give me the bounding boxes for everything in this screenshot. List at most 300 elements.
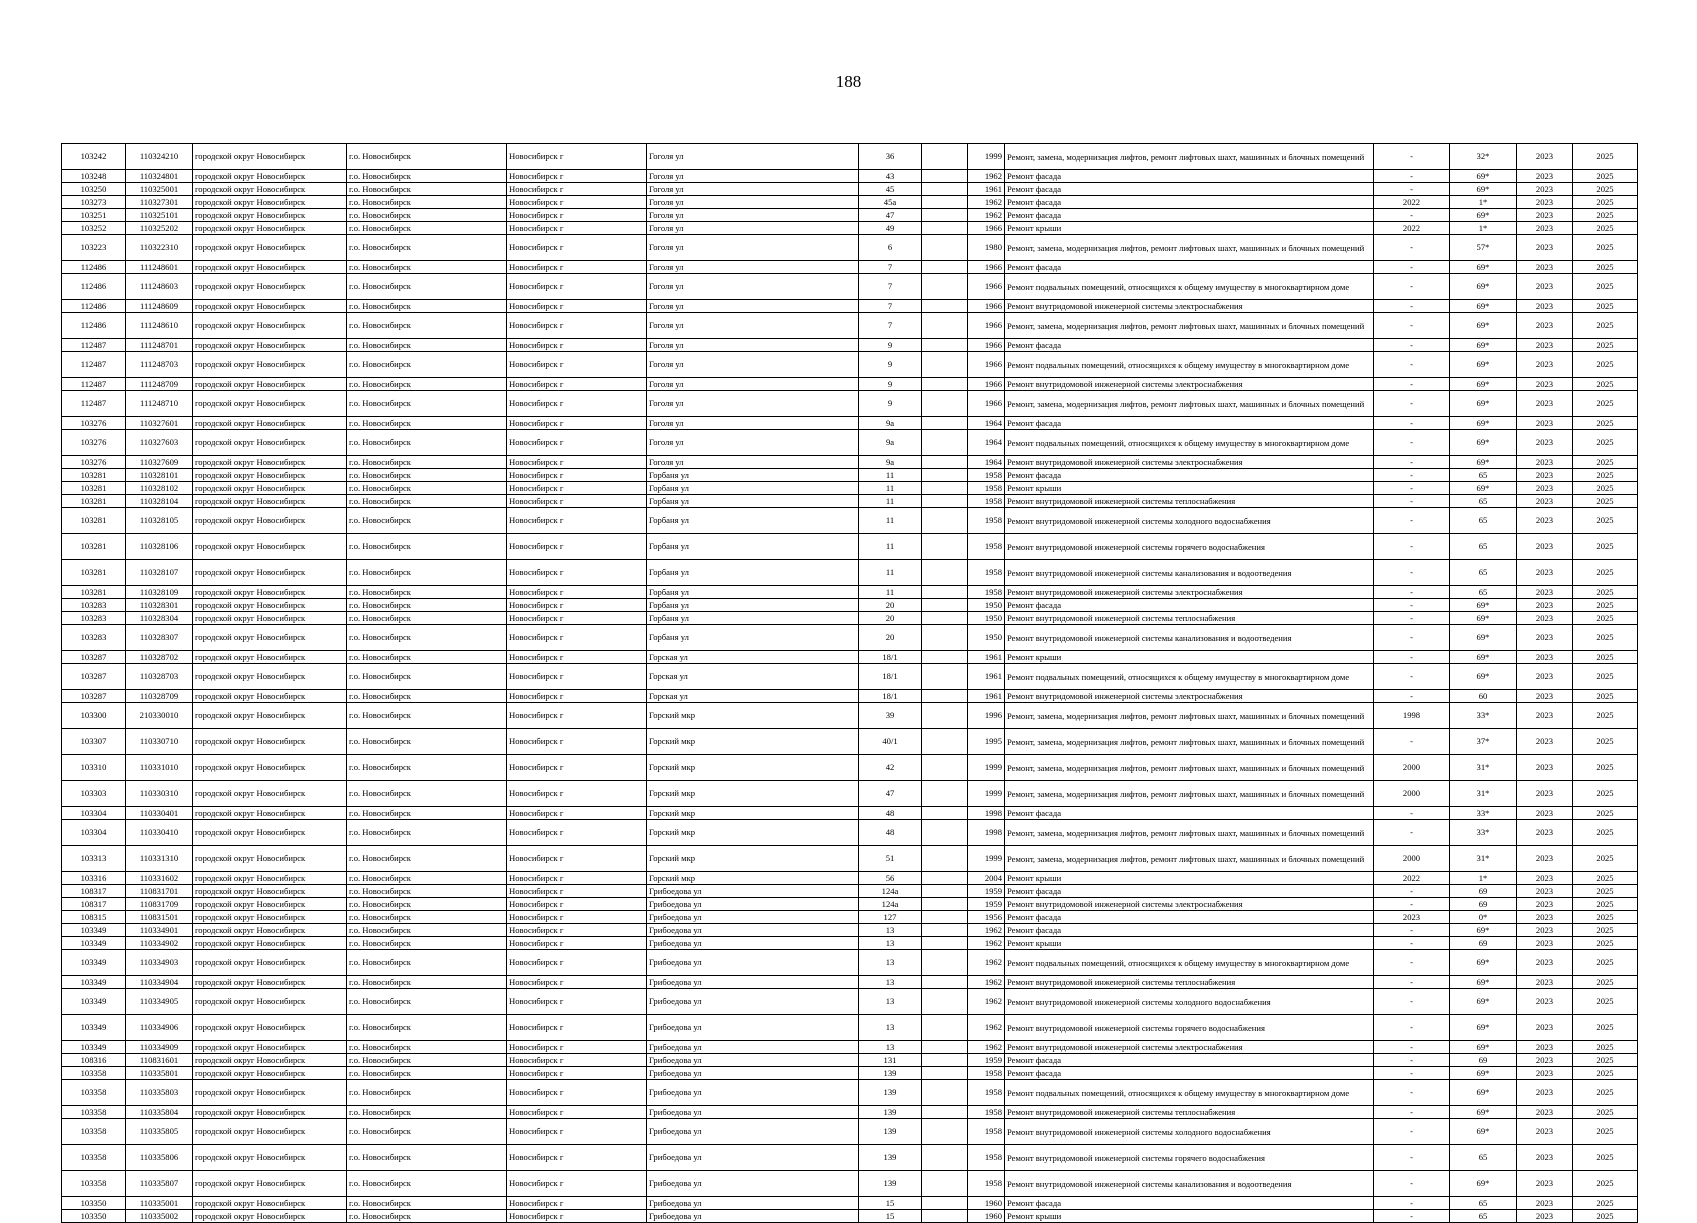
cell-municipality-short: г.о. Новосибирск [347, 456, 507, 469]
cell-year-built: 1962 [968, 976, 1005, 989]
cell-municipality-short: г.о. Новосибирск [347, 820, 507, 846]
cell-house-number: 139 [859, 1080, 922, 1106]
cell-last-repair-year: - [1374, 560, 1450, 586]
cell-year-built: 1966 [968, 300, 1005, 313]
cell-start-year: 2023 [1517, 599, 1573, 612]
cell-municipality: городской округ Новосибирск [193, 664, 347, 690]
cell-end-year: 2025 [1573, 196, 1638, 209]
cell-extra [922, 235, 968, 261]
cell-start-year: 2023 [1517, 469, 1573, 482]
cell-municipality: городской округ Новосибирск [193, 846, 347, 872]
cell-street: Горбаня ул [647, 534, 859, 560]
cell-work-type: Ремонт внутридомовой инженерной системы электроснабжения [1005, 586, 1374, 599]
cell-end-year: 2025 [1573, 885, 1638, 898]
cell-house-number: 45а [859, 196, 922, 209]
cell-house-number: 127 [859, 911, 922, 924]
cell-end-year: 2025 [1573, 664, 1638, 690]
cell-house-number: 11 [859, 586, 922, 599]
cell-work-id: 110331310 [126, 846, 193, 872]
cell-street: Грибоедова ул [647, 1041, 859, 1054]
cell-house-id: 103248 [62, 170, 126, 183]
cell-house-number: 13 [859, 1015, 922, 1041]
cell-city: Новосибирск г [507, 950, 647, 976]
cell-wear: 69* [1450, 599, 1517, 612]
cell-wear: 31* [1450, 846, 1517, 872]
cell-wear: 69 [1450, 937, 1517, 950]
cell-city: Новосибирск г [507, 1171, 647, 1197]
cell-street: Гоголя ул [647, 339, 859, 352]
cell-city: Новосибирск г [507, 391, 647, 417]
table-row [62, 586, 1638, 599]
table-row [62, 430, 1638, 456]
cell-work-id: 210330010 [126, 703, 193, 729]
cell-municipality-short: г.о. Новосибирск [347, 976, 507, 989]
table-row [62, 989, 1638, 1015]
cell-house-number: 139 [859, 1119, 922, 1145]
cell-end-year: 2025 [1573, 495, 1638, 508]
cell-last-repair-year: - [1374, 430, 1450, 456]
cell-municipality-short: г.о. Новосибирск [347, 417, 507, 430]
cell-start-year: 2023 [1517, 313, 1573, 339]
table-row [62, 1210, 1638, 1223]
cell-extra [922, 508, 968, 534]
cell-extra [922, 703, 968, 729]
cell-house-id: 112486 [62, 300, 126, 313]
cell-wear: 69* [1450, 430, 1517, 456]
cell-municipality: городской округ Новосибирск [193, 313, 347, 339]
cell-house-id: 103349 [62, 1041, 126, 1054]
cell-work-id: 110322310 [126, 235, 193, 261]
cell-work-id: 111248709 [126, 378, 193, 391]
cell-municipality: городской округ Новосибирск [193, 1067, 347, 1080]
cell-wear: 69* [1450, 391, 1517, 417]
cell-work-id: 110335002 [126, 1210, 193, 1223]
cell-city: Новосибирск г [507, 612, 647, 625]
cell-work-id: 110327603 [126, 430, 193, 456]
cell-end-year: 2025 [1573, 1041, 1638, 1054]
table-row [62, 1171, 1638, 1197]
cell-last-repair-year: 2000 [1374, 781, 1450, 807]
cell-start-year: 2023 [1517, 976, 1573, 989]
cell-street: Грибоедова ул [647, 885, 859, 898]
cell-house-id: 103287 [62, 664, 126, 690]
cell-year-built: 1950 [968, 612, 1005, 625]
cell-end-year: 2025 [1573, 274, 1638, 300]
cell-last-repair-year: - [1374, 183, 1450, 196]
cell-municipality-short: г.о. Новосибирск [347, 586, 507, 599]
cell-house-id: 103349 [62, 950, 126, 976]
cell-work-type: Ремонт крыши [1005, 937, 1374, 950]
cell-work-id: 110325101 [126, 209, 193, 222]
table-row [62, 664, 1638, 690]
cell-house-id: 108315 [62, 911, 126, 924]
cell-start-year: 2023 [1517, 352, 1573, 378]
cell-municipality-short: г.о. Новосибирск [347, 196, 507, 209]
cell-wear: 69* [1450, 1106, 1517, 1119]
cell-start-year: 2023 [1517, 235, 1573, 261]
cell-house-number: 7 [859, 313, 922, 339]
cell-street: Грибоедова ул [647, 989, 859, 1015]
cell-street: Грибоедова ул [647, 1171, 859, 1197]
cell-last-repair-year: - [1374, 482, 1450, 495]
cell-street: Гоголя ул [647, 274, 859, 300]
cell-work-type: Ремонт фасада [1005, 599, 1374, 612]
cell-city: Новосибирск г [507, 222, 647, 235]
cell-municipality-short: г.о. Новосибирск [347, 352, 507, 378]
cell-wear: 69* [1450, 261, 1517, 274]
cell-year-built: 1961 [968, 690, 1005, 703]
cell-extra [922, 209, 968, 222]
cell-work-type: Ремонт, замена, модернизация лифтов, ремонт лифтовых шахт, машинных и блочных помещений [1005, 144, 1374, 170]
cell-last-repair-year: 2023 [1374, 911, 1450, 924]
cell-municipality-short: г.о. Новосибирск [347, 235, 507, 261]
cell-work-id: 110330401 [126, 807, 193, 820]
cell-last-repair-year: - [1374, 690, 1450, 703]
cell-year-built: 1959 [968, 1054, 1005, 1067]
cell-street: Горбаня ул [647, 599, 859, 612]
cell-city: Новосибирск г [507, 1210, 647, 1223]
cell-wear: 69* [1450, 300, 1517, 313]
cell-municipality-short: г.о. Новосибирск [347, 430, 507, 456]
cell-work-type: Ремонт фасада [1005, 1197, 1374, 1210]
cell-municipality-short: г.о. Новосибирск [347, 690, 507, 703]
cell-work-id: 111248603 [126, 274, 193, 300]
cell-street: Грибоедова ул [647, 1145, 859, 1171]
cell-last-repair-year: - [1374, 976, 1450, 989]
cell-work-type: Ремонт внутридомовой инженерной системы теплоснабжения [1005, 976, 1374, 989]
table-row [62, 651, 1638, 664]
cell-street: Горская ул [647, 651, 859, 664]
cell-city: Новосибирск г [507, 456, 647, 469]
cell-municipality-short: г.о. Новосибирск [347, 222, 507, 235]
cell-start-year: 2023 [1517, 144, 1573, 170]
cell-start-year: 2023 [1517, 898, 1573, 911]
cell-municipality: городской округ Новосибирск [193, 560, 347, 586]
cell-house-number: 13 [859, 989, 922, 1015]
cell-extra [922, 729, 968, 755]
cell-wear: 69* [1450, 625, 1517, 651]
cell-municipality: городской округ Новосибирск [193, 469, 347, 482]
cell-city: Новосибирск г [507, 560, 647, 586]
table-row [62, 456, 1638, 469]
cell-street: Гоголя ул [647, 456, 859, 469]
cell-city: Новосибирск г [507, 482, 647, 495]
cell-last-repair-year: 2022 [1374, 196, 1450, 209]
cell-city: Новосибирск г [507, 651, 647, 664]
cell-work-type: Ремонт фасада [1005, 417, 1374, 430]
cell-municipality-short: г.о. Новосибирск [347, 1106, 507, 1119]
cell-year-built: 1958 [968, 508, 1005, 534]
cell-wear: 69* [1450, 209, 1517, 222]
cell-work-type: Ремонт подвальных помещений, относящихся к общему имуществу в многоквартирном доме [1005, 1080, 1374, 1106]
cell-street: Гоголя ул [647, 391, 859, 417]
cell-municipality: городской округ Новосибирск [193, 755, 347, 781]
table-row [62, 313, 1638, 339]
cell-extra [922, 976, 968, 989]
cell-house-id: 112486 [62, 313, 126, 339]
table-row [62, 417, 1638, 430]
cell-house-number: 9 [859, 352, 922, 378]
cell-city: Новосибирск г [507, 300, 647, 313]
cell-house-id: 103281 [62, 508, 126, 534]
cell-end-year: 2025 [1573, 781, 1638, 807]
cell-work-type: Ремонт внутридомовой инженерной системы горячего водоснабжения [1005, 1145, 1374, 1171]
cell-year-built: 1995 [968, 729, 1005, 755]
cell-year-built: 1998 [968, 807, 1005, 820]
cell-work-id: 110831501 [126, 911, 193, 924]
cell-work-id: 110335001 [126, 1197, 193, 1210]
cell-start-year: 2023 [1517, 1041, 1573, 1054]
cell-street: Горский мкр [647, 807, 859, 820]
cell-municipality: городской округ Новосибирск [193, 703, 347, 729]
cell-end-year: 2025 [1573, 430, 1638, 456]
cell-last-repair-year: 2000 [1374, 755, 1450, 781]
cell-last-repair-year: - [1374, 261, 1450, 274]
cell-house-number: 20 [859, 599, 922, 612]
cell-street: Грибоедова ул [647, 1197, 859, 1210]
cell-last-repair-year: - [1374, 612, 1450, 625]
cell-street: Горская ул [647, 664, 859, 690]
cell-municipality-short: г.о. Новосибирск [347, 300, 507, 313]
table-row [62, 339, 1638, 352]
cell-work-type: Ремонт фасада [1005, 1067, 1374, 1080]
cell-end-year: 2025 [1573, 378, 1638, 391]
cell-street: Горский мкр [647, 872, 859, 885]
cell-wear: 69* [1450, 170, 1517, 183]
cell-work-id: 110334909 [126, 1041, 193, 1054]
cell-last-repair-year: 2022 [1374, 872, 1450, 885]
cell-wear: 69* [1450, 339, 1517, 352]
cell-house-number: 48 [859, 807, 922, 820]
cell-city: Новосибирск г [507, 755, 647, 781]
cell-extra [922, 898, 968, 911]
cell-wear: 69* [1450, 417, 1517, 430]
cell-street: Гоголя ул [647, 430, 859, 456]
cell-start-year: 2023 [1517, 911, 1573, 924]
cell-end-year: 2025 [1573, 690, 1638, 703]
cell-municipality-short: г.о. Новосибирск [347, 872, 507, 885]
cell-extra [922, 300, 968, 313]
cell-start-year: 2023 [1517, 625, 1573, 651]
table-row [62, 300, 1638, 313]
cell-work-type: Ремонт внутридомовой инженерной системы теплоснабжения [1005, 1106, 1374, 1119]
cell-city: Новосибирск г [507, 1015, 647, 1041]
cell-year-built: 1958 [968, 534, 1005, 560]
cell-municipality-short: г.о. Новосибирск [347, 261, 507, 274]
cell-extra [922, 274, 968, 300]
cell-year-built: 1958 [968, 482, 1005, 495]
cell-extra [922, 820, 968, 846]
cell-house-id: 112487 [62, 352, 126, 378]
table-row [62, 755, 1638, 781]
cell-municipality: городской округ Новосибирск [193, 1171, 347, 1197]
table-row [62, 352, 1638, 378]
cell-work-type: Ремонт фасада [1005, 469, 1374, 482]
cell-city: Новосибирск г [507, 417, 647, 430]
cell-work-type: Ремонт внутридомовой инженерной системы электроснабжения [1005, 378, 1374, 391]
cell-municipality-short: г.о. Новосибирск [347, 781, 507, 807]
cell-house-number: 11 [859, 469, 922, 482]
cell-wear: 1* [1450, 222, 1517, 235]
cell-extra [922, 1067, 968, 1080]
cell-start-year: 2023 [1517, 508, 1573, 534]
cell-municipality: городской округ Новосибирск [193, 534, 347, 560]
cell-last-repair-year: - [1374, 924, 1450, 937]
cell-wear: 65 [1450, 469, 1517, 482]
cell-work-id: 110335804 [126, 1106, 193, 1119]
table-row [62, 937, 1638, 950]
cell-street: Гоголя ул [647, 313, 859, 339]
cell-municipality: городской округ Новосибирск [193, 599, 347, 612]
cell-street: Грибоедова ул [647, 924, 859, 937]
cell-work-type: Ремонт, замена, модернизация лифтов, ремонт лифтовых шахт, машинных и блочных помещений [1005, 235, 1374, 261]
cell-municipality: городской округ Новосибирск [193, 378, 347, 391]
cell-end-year: 2025 [1573, 300, 1638, 313]
cell-last-repair-year: - [1374, 1080, 1450, 1106]
cell-last-repair-year: - [1374, 664, 1450, 690]
cell-end-year: 2025 [1573, 170, 1638, 183]
cell-work-type: Ремонт фасада [1005, 1054, 1374, 1067]
cell-wear: 33* [1450, 820, 1517, 846]
cell-municipality: городской округ Новосибирск [193, 1041, 347, 1054]
cell-municipality: городской округ Новосибирск [193, 1145, 347, 1171]
cell-year-built: 1956 [968, 911, 1005, 924]
table-row [62, 183, 1638, 196]
cell-start-year: 2023 [1517, 1197, 1573, 1210]
cell-last-repair-year: - [1374, 820, 1450, 846]
cell-work-type: Ремонт внутридомовой инженерной системы холодного водоснабжения [1005, 989, 1374, 1015]
cell-extra [922, 1106, 968, 1119]
cell-city: Новосибирск г [507, 183, 647, 196]
cell-house-id: 103350 [62, 1197, 126, 1210]
cell-extra [922, 560, 968, 586]
cell-street: Грибоедова ул [647, 1119, 859, 1145]
cell-municipality-short: г.о. Новосибирск [347, 1080, 507, 1106]
cell-extra [922, 872, 968, 885]
cell-city: Новосибирск г [507, 937, 647, 950]
cell-municipality: городской округ Новосибирск [193, 170, 347, 183]
cell-year-built: 1999 [968, 755, 1005, 781]
cell-extra [922, 482, 968, 495]
cell-year-built: 1959 [968, 885, 1005, 898]
cell-municipality: городской округ Новосибирск [193, 1015, 347, 1041]
cell-start-year: 2023 [1517, 612, 1573, 625]
cell-house-id: 103358 [62, 1067, 126, 1080]
cell-wear: 69 [1450, 1054, 1517, 1067]
cell-work-type: Ремонт внутридомовой инженерной системы горячего водоснабжения [1005, 534, 1374, 560]
cell-start-year: 2023 [1517, 950, 1573, 976]
cell-work-id: 110328304 [126, 612, 193, 625]
cell-municipality: городской округ Новосибирск [193, 820, 347, 846]
cell-house-number: 9а [859, 456, 922, 469]
cell-work-type: Ремонт, замена, модернизация лифтов, ремонт лифтовых шахт, машинных и блочных помещений [1005, 391, 1374, 417]
cell-house-number: 36 [859, 144, 922, 170]
cell-end-year: 2025 [1573, 1197, 1638, 1210]
cell-house-id: 103349 [62, 1015, 126, 1041]
cell-year-built: 1960 [968, 1210, 1005, 1223]
cell-work-type: Ремонт крыши [1005, 651, 1374, 664]
table-row [62, 1054, 1638, 1067]
cell-city: Новосибирск г [507, 1106, 647, 1119]
cell-end-year: 2025 [1573, 729, 1638, 755]
cell-street: Грибоедова ул [647, 937, 859, 950]
cell-year-built: 1980 [968, 235, 1005, 261]
cell-year-built: 1958 [968, 1119, 1005, 1145]
cell-start-year: 2023 [1517, 703, 1573, 729]
cell-wear: 69* [1450, 976, 1517, 989]
cell-extra [922, 1041, 968, 1054]
cell-municipality-short: г.о. Новосибирск [347, 495, 507, 508]
cell-municipality-short: г.о. Новосибирск [347, 898, 507, 911]
cell-house-id: 103303 [62, 781, 126, 807]
cell-city: Новосибирск г [507, 846, 647, 872]
cell-city: Новосибирск г [507, 625, 647, 651]
cell-wear: 65 [1450, 534, 1517, 560]
cell-house-id: 103281 [62, 482, 126, 495]
cell-house-number: 18/1 [859, 690, 922, 703]
cell-municipality-short: г.о. Новосибирск [347, 1067, 507, 1080]
table-row [62, 222, 1638, 235]
cell-work-type: Ремонт крыши [1005, 1210, 1374, 1223]
cell-city: Новосибирск г [507, 313, 647, 339]
cell-extra [922, 1119, 968, 1145]
cell-end-year: 2025 [1573, 209, 1638, 222]
cell-year-built: 1958 [968, 1067, 1005, 1080]
cell-work-type: Ремонт фасада [1005, 807, 1374, 820]
cell-work-type: Ремонт подвальных помещений, относящихся к общему имуществу в многоквартирном доме [1005, 352, 1374, 378]
table-row [62, 1015, 1638, 1041]
cell-extra [922, 807, 968, 820]
cell-city: Новосибирск г [507, 690, 647, 703]
cell-municipality-short: г.о. Новосибирск [347, 911, 507, 924]
cell-street: Горбаня ул [647, 495, 859, 508]
cell-work-type: Ремонт фасада [1005, 183, 1374, 196]
cell-work-id: 110331602 [126, 872, 193, 885]
cell-house-id: 103281 [62, 586, 126, 599]
cell-house-number: 48 [859, 820, 922, 846]
cell-municipality-short: г.о. Новосибирск [347, 1015, 507, 1041]
table-body [62, 144, 1638, 1223]
cell-house-number: 15 [859, 1197, 922, 1210]
cell-extra [922, 586, 968, 599]
cell-year-built: 1966 [968, 339, 1005, 352]
cell-house-number: 11 [859, 534, 922, 560]
cell-year-built: 1958 [968, 469, 1005, 482]
cell-house-id: 103316 [62, 872, 126, 885]
cell-work-type: Ремонт, замена, модернизация лифтов, ремонт лифтовых шахт, машинных и блочных помещений [1005, 755, 1374, 781]
cell-work-type: Ремонт внутридомовой инженерной системы теплоснабжения [1005, 495, 1374, 508]
cell-municipality-short: г.о. Новосибирск [347, 950, 507, 976]
cell-start-year: 2023 [1517, 937, 1573, 950]
cell-house-id: 103276 [62, 456, 126, 469]
cell-house-id: 103350 [62, 1210, 126, 1223]
cell-city: Новосибирск г [507, 469, 647, 482]
table-row [62, 274, 1638, 300]
cell-street: Горбаня ул [647, 625, 859, 651]
cell-street: Горбаня ул [647, 508, 859, 534]
cell-street: Грибоедова ул [647, 911, 859, 924]
cell-work-type: Ремонт, замена, модернизация лифтов, ремонт лифтовых шахт, машинных и блочных помещений [1005, 729, 1374, 755]
cell-work-type: Ремонт подвальных помещений, относящихся к общему имуществу в многоквартирном доме [1005, 950, 1374, 976]
cell-end-year: 2025 [1573, 651, 1638, 664]
cell-year-built: 1964 [968, 430, 1005, 456]
cell-house-id: 103281 [62, 495, 126, 508]
cell-house-number: 139 [859, 1067, 922, 1080]
cell-wear: 65 [1450, 508, 1517, 534]
cell-wear: 69* [1450, 274, 1517, 300]
cell-last-repair-year: - [1374, 1197, 1450, 1210]
cell-work-type: Ремонт фасада [1005, 911, 1374, 924]
